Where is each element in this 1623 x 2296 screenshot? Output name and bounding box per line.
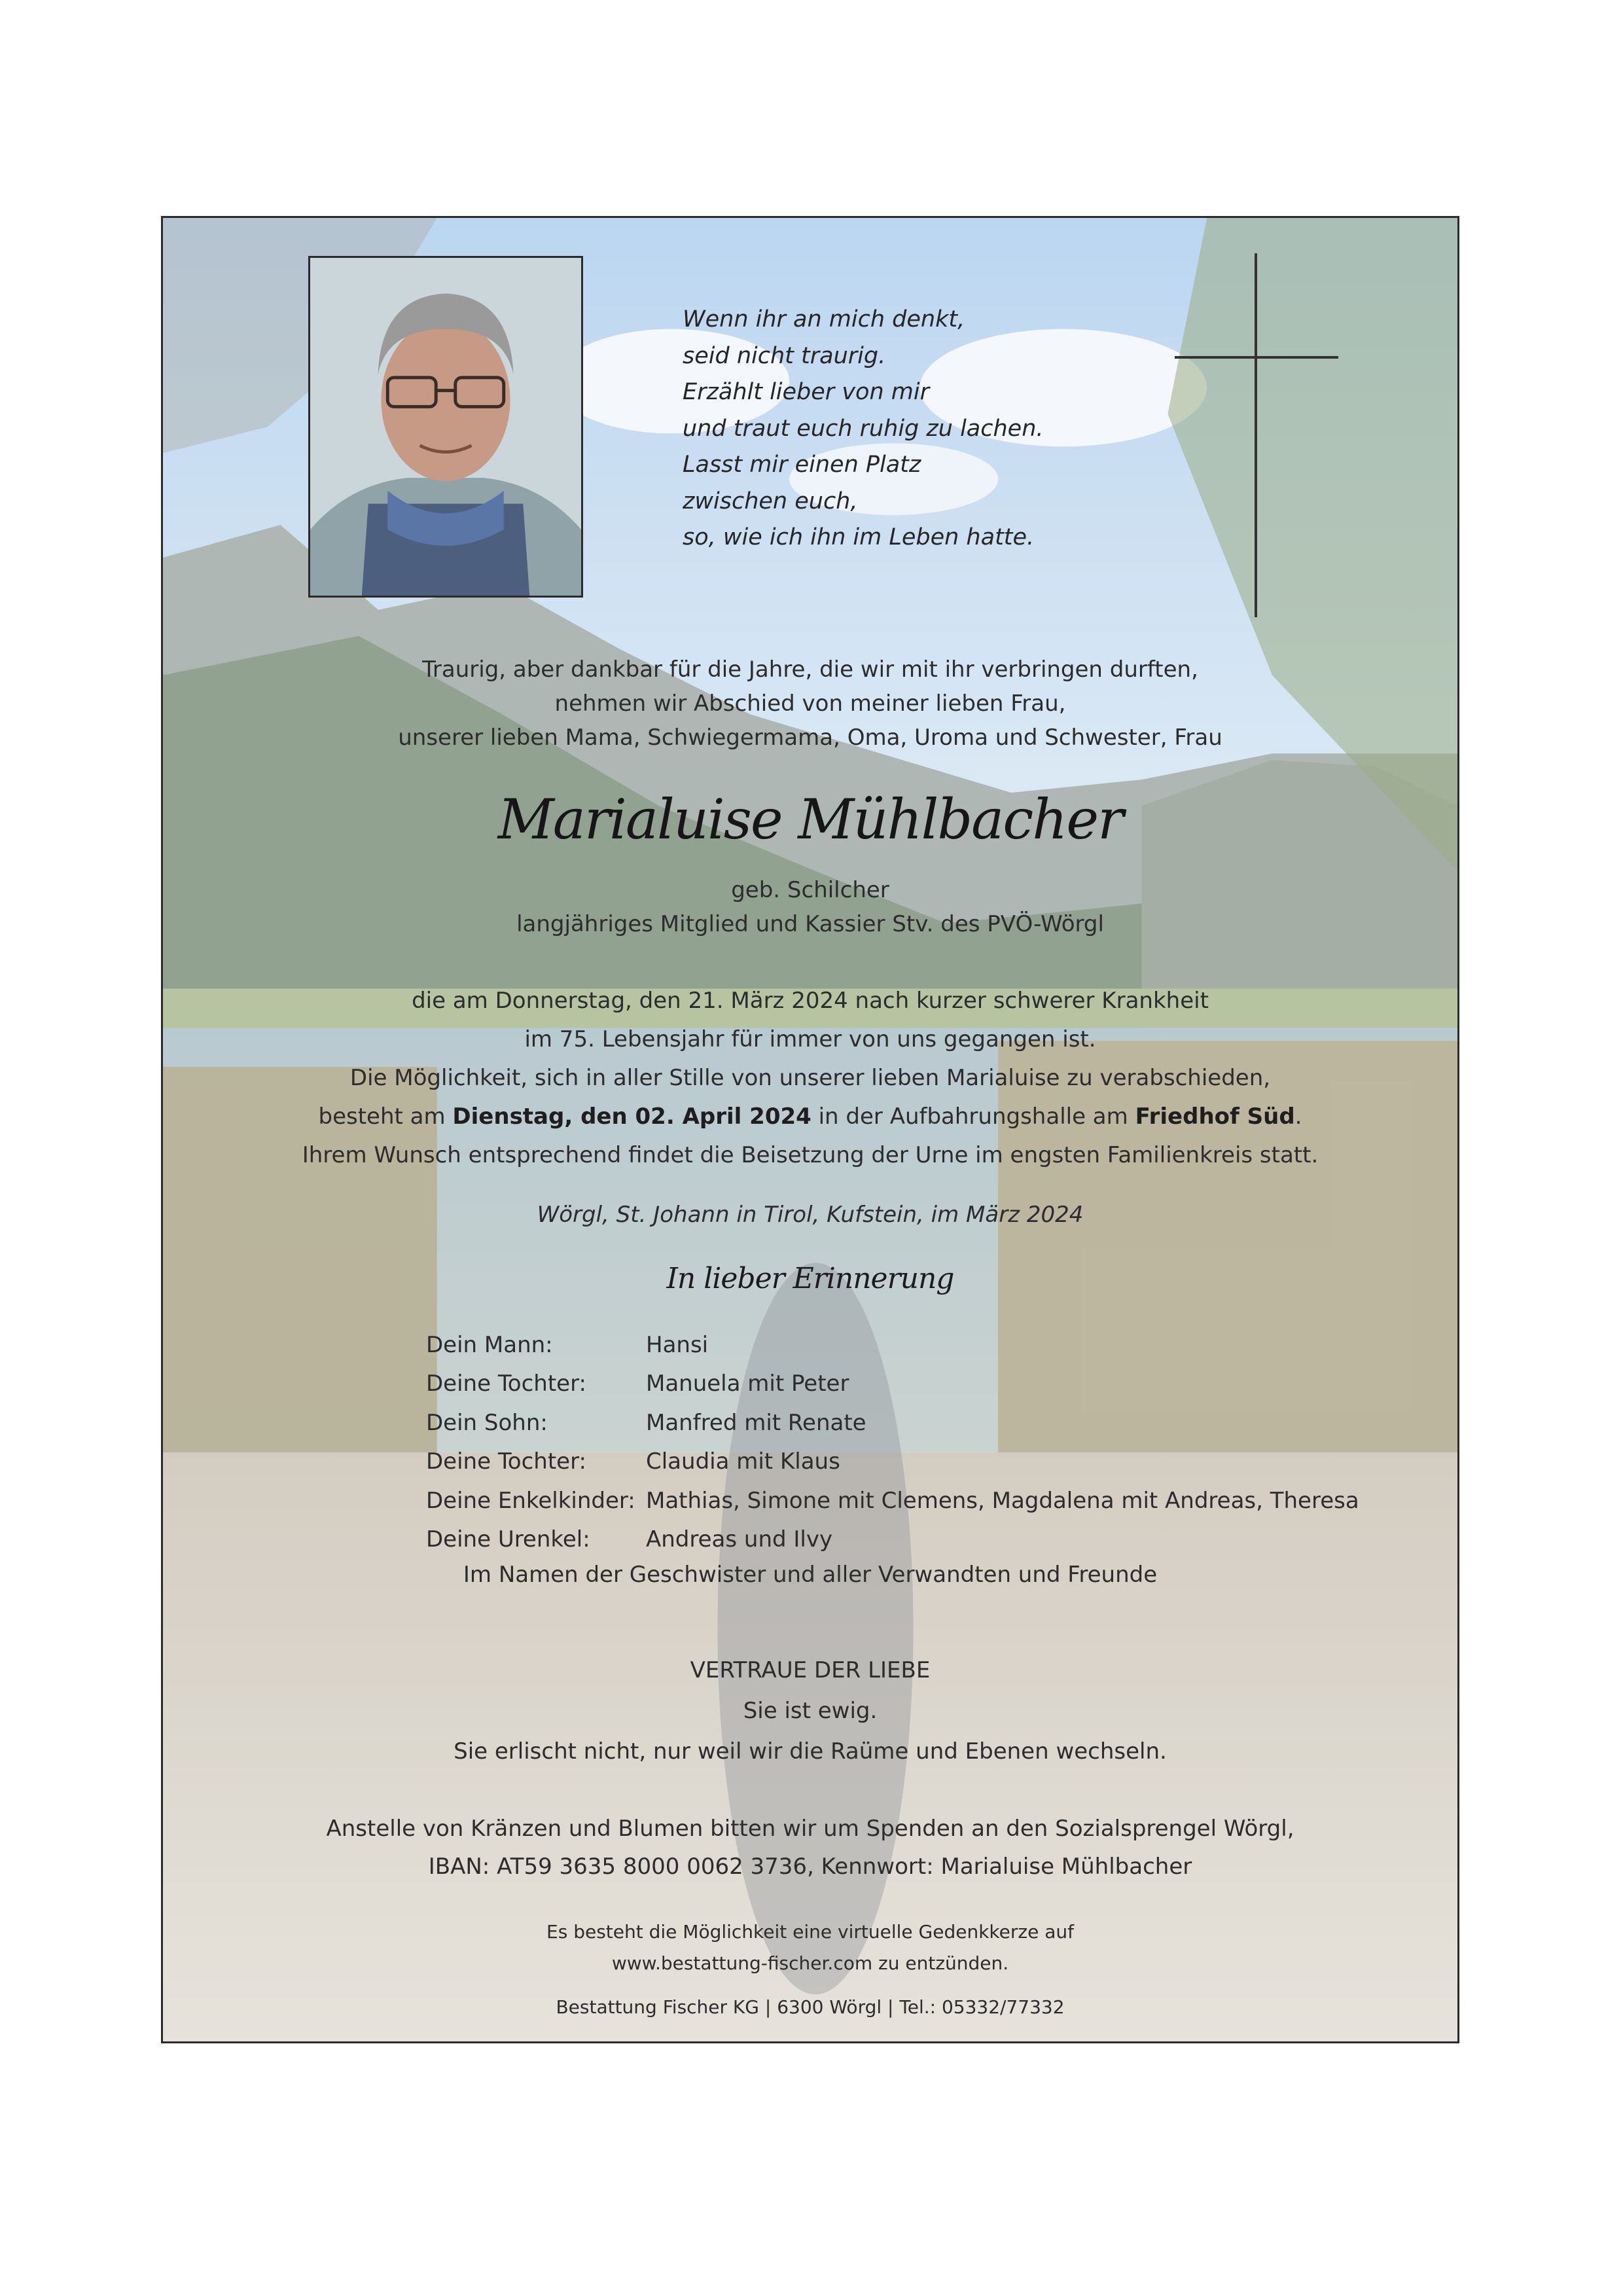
verse-line: Wenn ihr an mich denkt, <box>683 306 965 332</box>
mourner-names: Hansi <box>646 1332 709 1358</box>
mourner-row <box>426 1520 1359 1559</box>
candle-line: Es besteht die Möglichkeit eine virtuelle Gedenkkerze auf <box>546 1921 1074 1943</box>
cross-icon <box>1175 253 1338 617</box>
mourner-row <box>426 1326 1359 1365</box>
membership-note: langjähriges Mitglied und Kassier Stv. des PVÖ-Wörgl <box>516 911 1104 937</box>
donation-request <box>163 1810 1457 1886</box>
farewell-date: Dienstag, den 02. April 2024 <box>452 1103 812 1130</box>
notice-line-farewell <box>163 1098 1457 1136</box>
donation-line: Anstelle von Kränzen und Blumen bitten wir um Spenden an den Sozialsprengel Wörgl, <box>326 1816 1294 1842</box>
mourner-names: Mathias, Simone mit Clemens, Magdalena mit Andreas, Theresa <box>646 1487 1359 1514</box>
portrait-photo <box>308 256 583 598</box>
mourners-list <box>426 1326 1359 1559</box>
mourner-relation: Deine Urenkel: <box>426 1526 590 1553</box>
notice-line: die am Donnerstag, den 21. März 2024 nach kurzer schwerer Krankheit <box>412 988 1209 1014</box>
verse-line: zwischen euch, <box>683 488 858 514</box>
motto <box>163 1650 1457 1772</box>
notice-line: Die Möglichkeit, sich in aller Stille von unserer lieben Marialuise zu verabschieden, <box>349 1065 1271 1091</box>
notice-text: . <box>1294 1103 1302 1130</box>
intro-line: nehmen wir Abschied von meiner lieben Frau, <box>554 691 1066 717</box>
farewell-location: Friedhof Süd <box>1135 1103 1295 1130</box>
notice-text: besteht am <box>318 1103 453 1130</box>
verse-line: Lasst mir einen Platz <box>683 452 921 478</box>
birth-name: geb. Schilcher <box>731 877 889 903</box>
notice-line: im 75. Lebensjahr für immer von uns gegangen ist. <box>524 1026 1096 1052</box>
on-behalf-line: Im Namen der Geschwister und aller Verwandten und Freunde <box>463 1562 1158 1588</box>
intro-line: Traurig, aber dankbar für die Jahre, die wir mit ihr verbringen durften, <box>422 656 1198 683</box>
place-date: Wörgl, St. Johann in Tirol, Kufstein, im März 2024 <box>537 1202 1084 1228</box>
mourner-row <box>426 1482 1359 1520</box>
virtual-candle-note <box>163 1916 1457 1979</box>
mourner-row <box>426 1365 1359 1403</box>
mourner-relation: Dein Mann: <box>426 1332 553 1358</box>
deceased-name: Marialuise Mühlbacher <box>497 787 1123 852</box>
notice-line: Ihrem Wunsch entsprechend findet die Beisetzung der Urne im engsten Familienkreis statt. <box>302 1142 1319 1168</box>
verse-line: Erzählt lieber von mir <box>683 379 929 405</box>
mourner-names: Andreas und Ilvy <box>646 1526 833 1553</box>
mourner-relation: Dein Sohn: <box>426 1409 548 1436</box>
mourner-row <box>426 1404 1359 1443</box>
motto-line: Sie ist ewig. <box>743 1698 878 1724</box>
mourner-names: Claudia mit Klaus <box>646 1448 840 1475</box>
donation-iban: IBAN: AT59 3635 8000 0062 3736, Kennwort: Marialuise Mühlbacher <box>428 1854 1192 1880</box>
memory-heading: In lieber Erinnerung <box>666 1262 954 1295</box>
motto-line: VERTRAUE DER LIEBE <box>690 1657 931 1683</box>
memorial-verse <box>683 302 1180 556</box>
verse-line: und traut euch ruhig zu lachen. <box>683 415 1044 442</box>
mourner-row <box>426 1443 1359 1481</box>
candle-link: www.bestattung-fischer.com zu entzünden. <box>611 1952 1009 1974</box>
verse-line: so, wie ich ihn im Leben hatte. <box>683 524 1035 550</box>
notice-text: in der Aufbahrungshalle am <box>811 1103 1135 1130</box>
mourner-relation: Deine Tochter: <box>426 1448 586 1475</box>
obituary-card <box>161 216 1459 2043</box>
mourner-names: Manuela mit Peter <box>646 1371 849 1397</box>
mourner-names: Manfred mit Renate <box>646 1409 866 1436</box>
motto-line: Sie erlischt nicht, nur weil wir die Raüme und Ebenen wechseln. <box>454 1738 1167 1765</box>
intro-text <box>163 653 1457 755</box>
mourner-relation: Deine Enkelkinder: <box>426 1487 635 1514</box>
death-notice <box>163 982 1457 1175</box>
verse-line: seid nicht traurig. <box>683 342 886 369</box>
intro-line: unserer lieben Mama, Schwiegermama, Oma, Uroma und Schwester, Frau <box>398 725 1222 751</box>
mourner-relation: Deine Tochter: <box>426 1371 586 1397</box>
funeral-home-footer: Bestattung Fischer KG | 6300 Wörgl | Tel.: 05332/77332 <box>556 1996 1065 2018</box>
deceased-details <box>163 873 1457 941</box>
